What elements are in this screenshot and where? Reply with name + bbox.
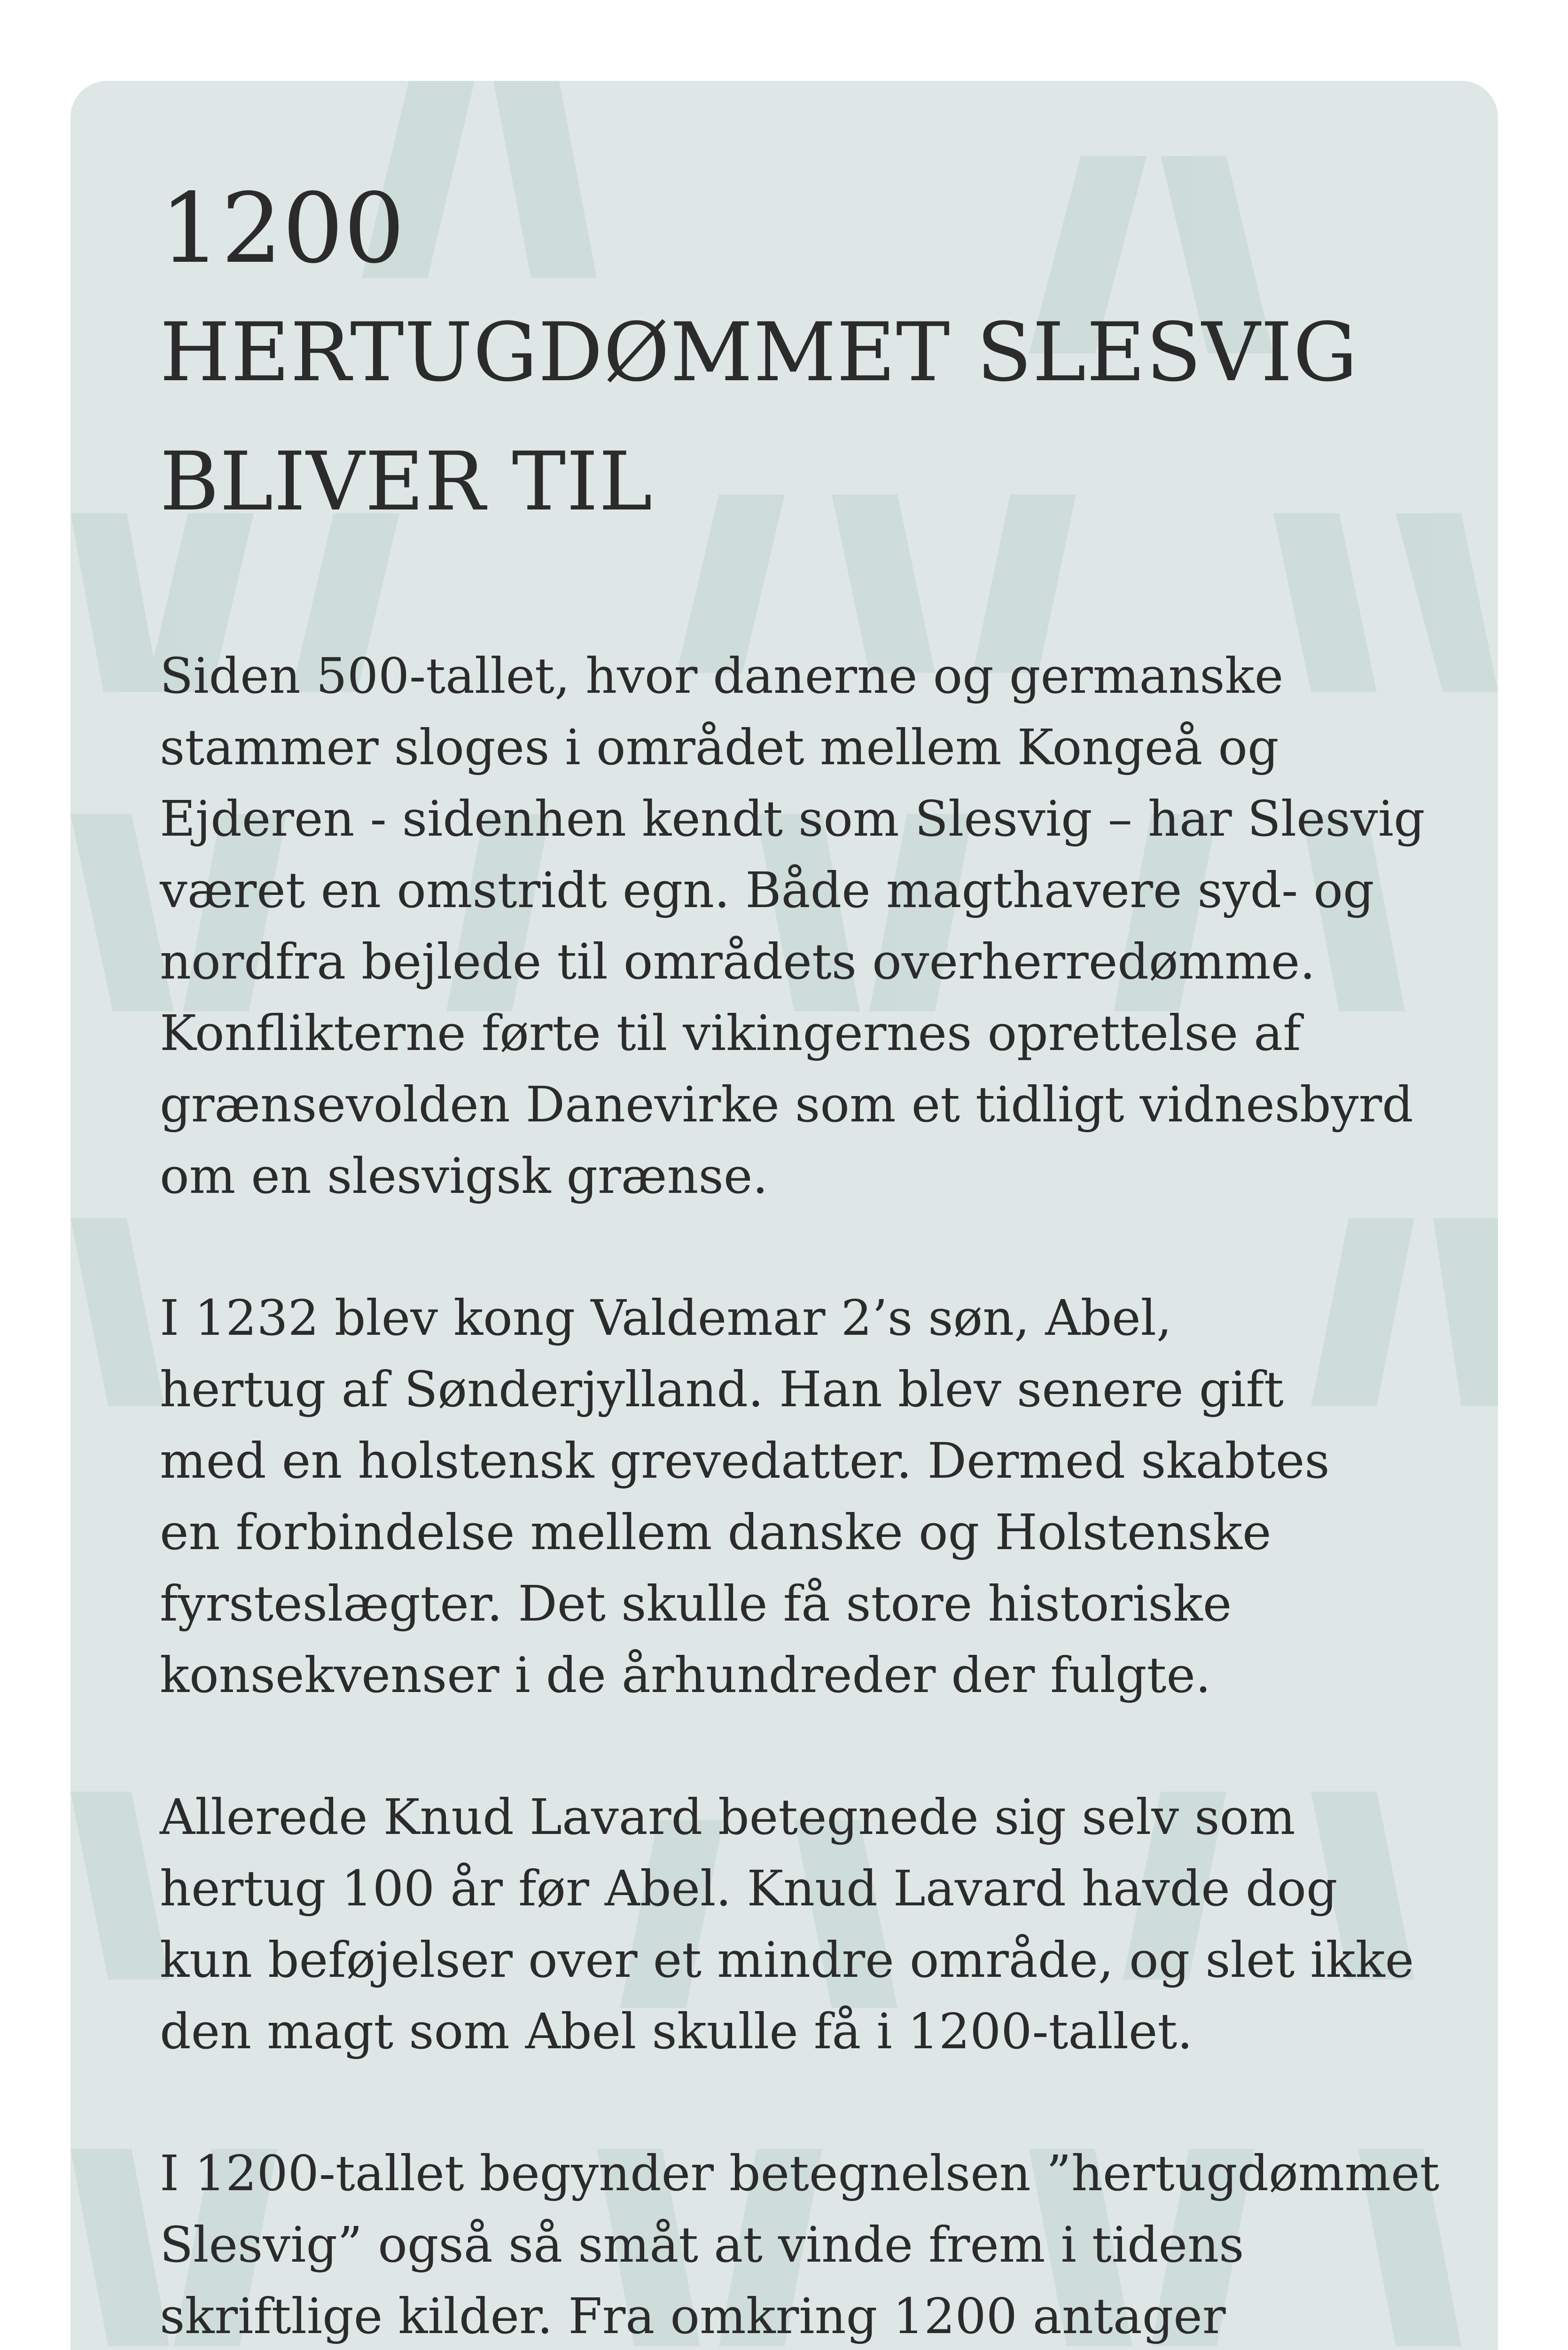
page-year: 1200	[160, 173, 405, 285]
text-line: I 1232 blev kong Valdemar 2’s søn, Abel,	[160, 1289, 1172, 1347]
text-line: kun beføjelser over et mindre område, og slet ikke	[160, 1931, 1414, 1989]
text-line: Konflikterne førte til vikingernes oprettelse af	[160, 1004, 1301, 1062]
body-text	[160, 640, 1438, 2350]
text-line: om en slesvigsk grænse.	[160, 1147, 768, 1205]
text-line: hertug af Sønderjylland. Han blev senere gift	[160, 1361, 1284, 1418]
card-content	[160, 170, 1438, 2350]
text-line: Allerede Knud Lavard betegnede sig selv som	[160, 1788, 1295, 1846]
text-line: Ejderen - sidenhen kendt som Slesvig – har Slesvig	[160, 790, 1425, 847]
text-line: stammer sloges i området mellem Kongeå og	[160, 719, 1279, 776]
text-line: en forbindelse mellem danske og Holstenske	[160, 1504, 1272, 1561]
text-line: hertug 100 år før Abel. Knud Lavard havde dog	[160, 1860, 1338, 1917]
text-line: grænsevolden Danevirke som et tidligt vidnesbyrd	[160, 1076, 1413, 1133]
text-line: I 1200-tallet begynder betegnelsen ”hertugdømmet	[160, 2145, 1440, 2202]
paragraph	[160, 640, 1438, 1212]
text-line: med en holstensk grevedatter. Dermed skabtes	[160, 1432, 1330, 1489]
text-line: konsekvenser i de århundreder der fulgte.	[160, 1646, 1211, 1704]
text-line: skriftlige kilder. Fra omkring 1200 antager	[160, 2287, 1226, 2345]
paragraph	[160, 1282, 1438, 1711]
paragraph	[160, 1781, 1438, 2067]
text-line: Slesvig” også så småt at vinde frem i tidens	[160, 2216, 1244, 2273]
paragraph	[160, 2138, 1438, 2350]
text-line: fyrsteslægter. Det skulle få store historiske	[160, 1575, 1232, 1632]
page-title-line-1: HERTUGDØMMET SLESVIG	[160, 305, 1358, 400]
text-line: nordfra bejlede til områdets overherredømme.	[160, 933, 1316, 990]
text-line: Siden 500-tallet, hvor danerne og germanske	[160, 647, 1284, 705]
text-line: været en omstridt egn. Både magthavere syd- og	[160, 862, 1374, 919]
info-card	[70, 81, 1498, 2350]
text-line: den magt som Abel skulle få i 1200-tallet.	[160, 2003, 1193, 2060]
page-title-line-2: BLIVER TIL	[160, 434, 653, 529]
